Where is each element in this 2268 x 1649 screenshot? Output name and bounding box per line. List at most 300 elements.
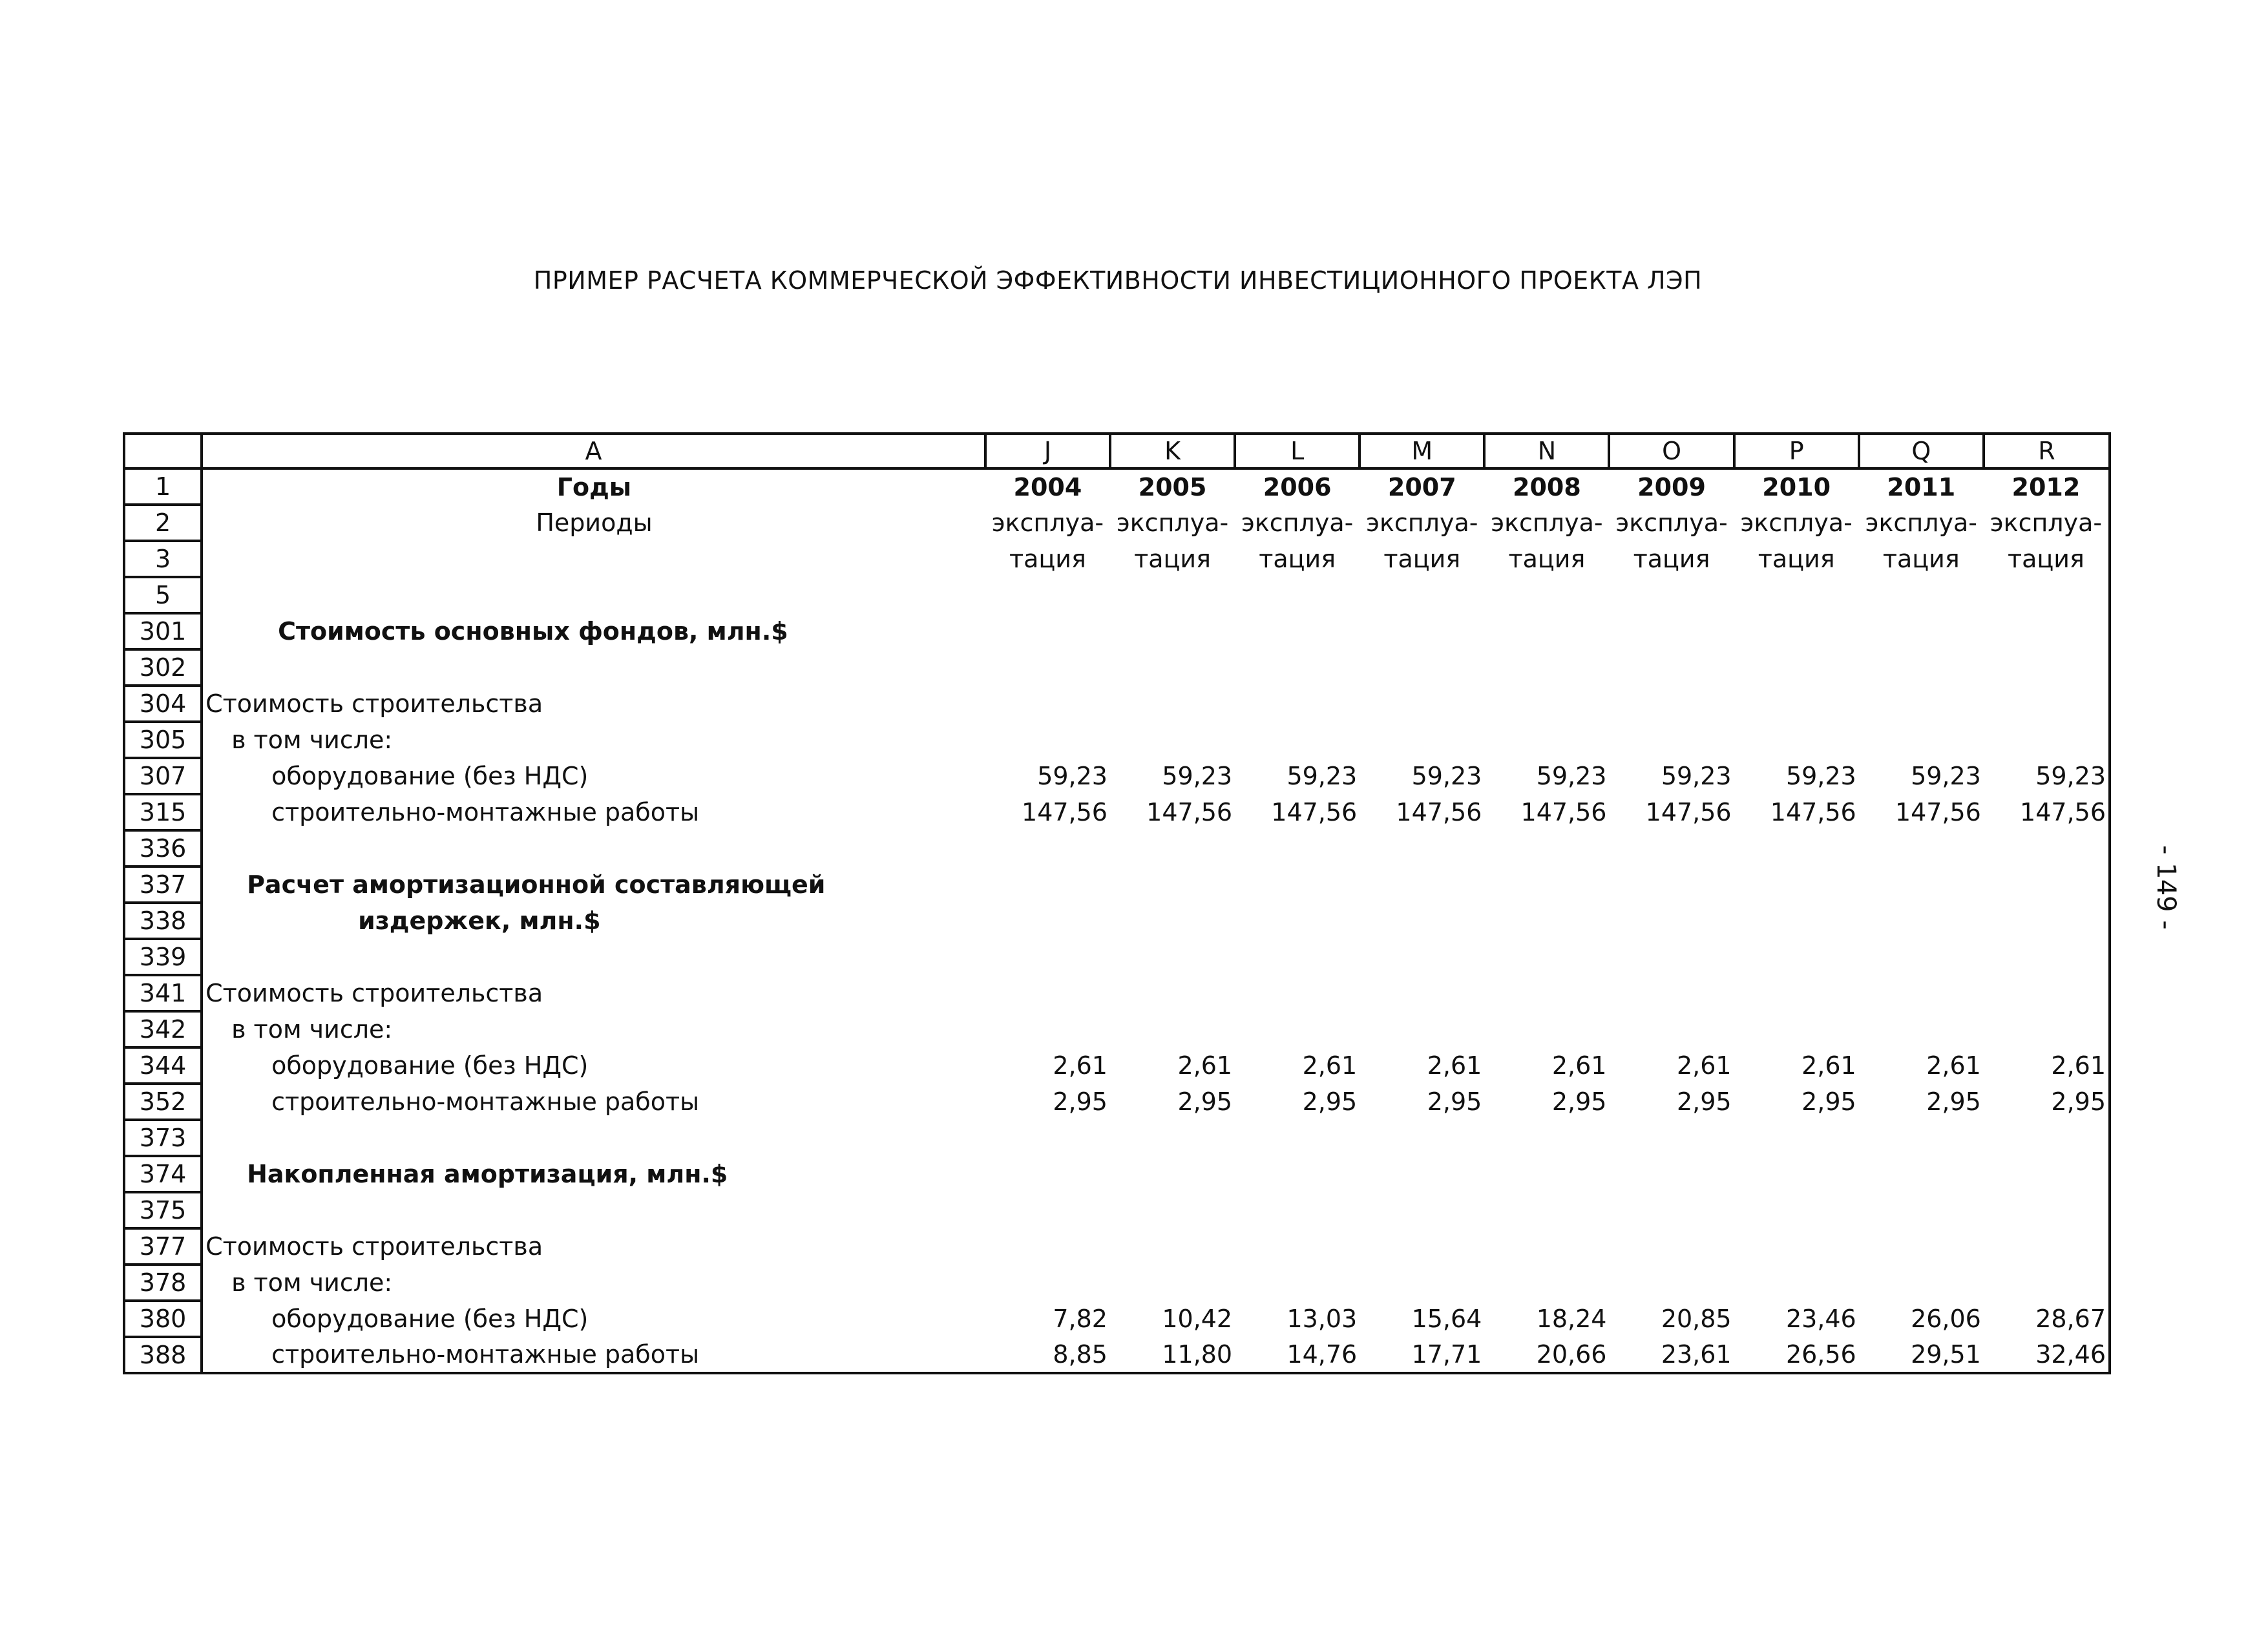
value-cell[interactable]: 2,95 <box>1302 1087 1358 1116</box>
column-header-l[interactable]: L <box>1235 434 1360 468</box>
row-label[interactable]: строительно-монтажные работы <box>202 1084 985 1120</box>
value-cell[interactable]: 2,61 <box>1177 1051 1233 1080</box>
empty-cell[interactable] <box>1484 830 1609 867</box>
empty-cell[interactable] <box>1484 1120 1609 1156</box>
value-cell[interactable]: 147,56 <box>1984 794 2110 830</box>
empty-cell[interactable] <box>1984 903 2110 939</box>
empty-cell[interactable] <box>1484 686 1609 722</box>
empty-cell[interactable] <box>1609 939 1734 975</box>
empty-cell[interactable] <box>1734 1192 1859 1228</box>
value-cell[interactable]: 147,56 <box>1146 798 1233 826</box>
empty-cell[interactable] <box>1609 903 1734 939</box>
section-heading[interactable]: издержек, млн.$ <box>202 903 985 939</box>
year-cell[interactable]: 2009 <box>1637 473 1706 501</box>
empty-cell[interactable] <box>1859 613 1984 649</box>
table-row <box>124 903 2110 939</box>
empty-cell[interactable] <box>1859 686 1984 722</box>
empty-cell[interactable] <box>1484 1011 1609 1047</box>
empty-cell[interactable] <box>202 649 985 686</box>
value-cell[interactable]: 11,80 <box>1110 1337 1235 1373</box>
section-heading[interactable]: Стоимость основных фондов, млн.$ <box>202 613 985 649</box>
value-cell[interactable]: 26,06 <box>1911 1305 1981 1333</box>
period-cell[interactable]: эксплуа- <box>1740 509 1853 537</box>
value-cell[interactable]: 2,61 <box>1677 1051 1732 1080</box>
value-cell[interactable]: 2,95 <box>1053 1087 1108 1116</box>
year-cell[interactable]: 2006 <box>1263 473 1332 501</box>
empty-cell[interactable] <box>1110 830 1235 867</box>
empty-cell[interactable] <box>202 1120 985 1156</box>
empty-cell[interactable] <box>1859 903 1984 939</box>
empty-cell[interactable] <box>985 577 1110 613</box>
empty-cell[interactable] <box>1734 830 1859 867</box>
value-cell[interactable]: 20,85 <box>1661 1305 1732 1333</box>
empty-cell[interactable] <box>1734 577 1859 613</box>
empty-cell[interactable] <box>1984 1192 2110 1228</box>
empty-cell[interactable] <box>985 939 1110 975</box>
row-number[interactable]: 304 <box>124 686 202 722</box>
empty-cell[interactable] <box>1110 649 1235 686</box>
row-number[interactable]: 2 <box>124 505 202 541</box>
period-cell[interactable]: эксплуа- <box>1615 509 1728 537</box>
empty-cell[interactable] <box>1360 1156 1484 1192</box>
corner-cell <box>124 434 202 468</box>
empty-cell[interactable] <box>1609 1120 1734 1156</box>
empty-cell[interactable] <box>1734 722 1859 758</box>
table-row <box>124 1192 2110 1228</box>
empty-cell[interactable] <box>1110 722 1235 758</box>
period-cell[interactable]: тация <box>1882 545 1960 573</box>
spreadsheet-table <box>123 432 2111 1374</box>
empty-cell[interactable] <box>1110 1192 1235 1228</box>
row-number[interactable]: 378 <box>124 1265 202 1301</box>
empty-cell[interactable] <box>1484 903 1609 939</box>
empty-cell[interactable] <box>1609 1192 1734 1228</box>
value-cell[interactable]: 147,56 <box>1895 798 1981 826</box>
empty-cell[interactable] <box>1859 1265 1984 1301</box>
empty-cell[interactable] <box>1110 975 1235 1011</box>
value-cell[interactable]: 14,76 <box>1235 1337 1360 1373</box>
table-row <box>124 1228 2110 1265</box>
empty-cell[interactable] <box>1360 1120 1484 1156</box>
period-cell[interactable]: эксплуа- <box>1865 509 1977 537</box>
value-cell[interactable]: 29,51 <box>1859 1337 1984 1373</box>
empty-cell[interactable] <box>1984 649 2110 686</box>
row-label[interactable]: строительно-монтажные работы <box>202 794 985 830</box>
empty-cell[interactable] <box>1360 975 1484 1011</box>
empty-cell[interactable] <box>1734 613 1859 649</box>
row-number[interactable]: 374 <box>124 1156 202 1192</box>
table-row <box>124 758 2110 794</box>
empty-cell[interactable] <box>1235 649 1360 686</box>
period-cell[interactable]: эксплуа- <box>1491 509 1603 537</box>
value-cell[interactable]: 2,95 <box>1926 1087 1981 1116</box>
value-cell[interactable]: 2,61 <box>1551 1051 1607 1080</box>
row-label[interactable]: в том числе: <box>202 1011 985 1047</box>
value-cell[interactable]: 17,71 <box>1360 1337 1484 1373</box>
row-label[interactable]: Стоимость строительства <box>202 975 985 1011</box>
row-label[interactable]: оборудование (без НДС) <box>202 1047 985 1084</box>
empty-cell[interactable] <box>985 613 1110 649</box>
empty-cell[interactable] <box>1110 1156 1235 1192</box>
row-number[interactable]: 388 <box>124 1337 202 1373</box>
empty-cell[interactable] <box>1360 577 1484 613</box>
period-cell[interactable]: тация <box>1383 545 1461 573</box>
empty-cell[interactable] <box>202 541 985 577</box>
value-cell[interactable]: 59,23 <box>1536 762 1607 790</box>
empty-cell[interactable] <box>1360 1192 1484 1228</box>
empty-cell[interactable] <box>1360 1011 1484 1047</box>
empty-cell[interactable] <box>1859 1228 1984 1265</box>
empty-cell[interactable] <box>1984 1265 2110 1301</box>
years-label[interactable]: Годы <box>202 468 985 505</box>
empty-cell[interactable] <box>1859 830 1984 867</box>
empty-cell[interactable] <box>1235 1265 1360 1301</box>
empty-cell[interactable] <box>1609 722 1734 758</box>
value-cell[interactable]: 59,23 <box>1785 762 1856 790</box>
empty-cell[interactable] <box>1235 939 1360 975</box>
empty-cell[interactable] <box>1484 649 1609 686</box>
empty-cell[interactable] <box>1360 686 1484 722</box>
value-cell[interactable]: 32,46 <box>1984 1337 2110 1373</box>
empty-cell[interactable] <box>1984 867 2110 903</box>
table-row <box>124 1011 2110 1047</box>
table-row <box>124 1120 2110 1156</box>
row-label[interactable]: Стоимость строительства <box>202 1228 985 1265</box>
empty-cell[interactable] <box>1235 903 1360 939</box>
value-cell[interactable]: 2,61 <box>1302 1051 1358 1080</box>
period-cell[interactable]: эксплуа- <box>1241 509 1354 537</box>
empty-cell[interactable] <box>1609 649 1734 686</box>
empty-cell[interactable] <box>1609 1156 1734 1192</box>
column-header-r[interactable]: R <box>1984 434 2110 468</box>
empty-cell[interactable] <box>1235 577 1360 613</box>
empty-cell[interactable] <box>202 577 985 613</box>
empty-cell[interactable] <box>1235 830 1360 867</box>
table-row <box>124 505 2110 541</box>
period-cell[interactable]: эксплуа- <box>1984 505 2110 541</box>
value-cell[interactable]: 23,61 <box>1609 1337 1734 1373</box>
value-cell[interactable]: 10,42 <box>1162 1305 1233 1333</box>
column-header-p[interactable]: P <box>1734 434 1859 468</box>
table-row <box>124 722 2110 758</box>
value-cell[interactable]: 59,23 <box>1911 762 1981 790</box>
empty-cell[interactable] <box>1360 722 1484 758</box>
empty-cell[interactable] <box>1859 975 1984 1011</box>
row-number[interactable]: 380 <box>124 1301 202 1337</box>
empty-cell[interactable] <box>1235 1228 1360 1265</box>
empty-cell[interactable] <box>1859 1120 1984 1156</box>
period-cell[interactable]: тация <box>1508 545 1586 573</box>
empty-cell[interactable] <box>1609 830 1734 867</box>
year-cell[interactable]: 2012 <box>1984 468 2110 505</box>
value-cell[interactable]: 147,56 <box>1271 798 1358 826</box>
empty-cell[interactable] <box>1484 577 1609 613</box>
empty-cell[interactable] <box>1484 722 1609 758</box>
empty-cell[interactable] <box>1484 1192 1609 1228</box>
row-number[interactable]: 302 <box>124 649 202 686</box>
empty-cell[interactable] <box>1360 649 1484 686</box>
value-cell[interactable]: 20,66 <box>1484 1337 1609 1373</box>
value-cell[interactable]: 13,03 <box>1286 1305 1358 1333</box>
empty-cell[interactable] <box>1110 577 1235 613</box>
row-number[interactable]: 336 <box>124 830 202 867</box>
empty-cell[interactable] <box>985 686 1110 722</box>
value-cell[interactable]: 2,95 <box>1801 1087 1856 1116</box>
row-number[interactable]: 342 <box>124 1011 202 1047</box>
value-cell[interactable]: 59,23 <box>1661 762 1732 790</box>
empty-cell[interactable] <box>1734 686 1859 722</box>
row-number[interactable]: 339 <box>124 939 202 975</box>
empty-cell[interactable] <box>985 1156 1110 1192</box>
empty-cell[interactable] <box>1984 1156 2110 1192</box>
value-cell[interactable]: 23,46 <box>1785 1305 1856 1333</box>
empty-cell[interactable] <box>1360 867 1484 903</box>
empty-cell[interactable] <box>1734 939 1859 975</box>
empty-cell[interactable] <box>1235 686 1360 722</box>
value-cell[interactable]: 147,56 <box>1770 798 1856 826</box>
empty-cell[interactable] <box>1484 975 1609 1011</box>
row-label[interactable]: строительно-монтажные работы <box>202 1337 985 1373</box>
empty-cell[interactable] <box>1235 867 1360 903</box>
empty-cell[interactable] <box>1859 722 1984 758</box>
value-cell[interactable]: 59,23 <box>1286 762 1358 790</box>
empty-cell[interactable] <box>1734 1265 1859 1301</box>
empty-cell[interactable] <box>1734 1011 1859 1047</box>
empty-cell[interactable] <box>1984 722 2110 758</box>
value-cell[interactable]: 2,95 <box>1551 1087 1607 1116</box>
row-number[interactable]: 373 <box>124 1120 202 1156</box>
value-cell[interactable]: 2,61 <box>1427 1051 1482 1080</box>
empty-cell[interactable] <box>985 830 1110 867</box>
empty-cell[interactable] <box>1984 975 2110 1011</box>
empty-cell[interactable] <box>1734 1228 1859 1265</box>
value-cell[interactable]: 15,64 <box>1411 1305 1482 1333</box>
empty-cell[interactable] <box>1609 867 1734 903</box>
row-number[interactable]: 301 <box>124 613 202 649</box>
row-number[interactable]: 341 <box>124 975 202 1011</box>
value-cell[interactable]: 59,23 <box>1411 762 1482 790</box>
empty-cell[interactable] <box>1110 867 1235 903</box>
period-cell[interactable]: тация <box>1259 545 1336 573</box>
empty-cell[interactable] <box>1484 867 1609 903</box>
row-number[interactable]: 307 <box>124 758 202 794</box>
empty-cell[interactable] <box>1235 722 1360 758</box>
empty-cell[interactable] <box>1984 830 2110 867</box>
empty-cell[interactable] <box>1734 1156 1859 1192</box>
row-number[interactable]: 338 <box>124 903 202 939</box>
row-label[interactable]: Стоимость строительства <box>202 686 985 722</box>
value-cell[interactable]: 59,23 <box>1037 762 1108 790</box>
empty-cell[interactable] <box>1110 939 1235 975</box>
row-number[interactable]: 337 <box>124 867 202 903</box>
empty-cell[interactable] <box>1609 613 1734 649</box>
value-cell[interactable]: 7,82 <box>1053 1305 1108 1333</box>
empty-cell[interactable] <box>985 1120 1110 1156</box>
section-heading[interactable]: Накопленная амортизация, млн.$ <box>202 1156 985 1192</box>
table-row <box>124 1337 2110 1373</box>
period-cell[interactable]: эксплуа- <box>991 509 1104 537</box>
empty-cell[interactable] <box>985 975 1110 1011</box>
empty-cell[interactable] <box>1110 1011 1235 1047</box>
column-header-n[interactable]: N <box>1484 434 1609 468</box>
empty-cell[interactable] <box>1984 939 2110 975</box>
empty-cell[interactable] <box>1235 1192 1360 1228</box>
row-number[interactable]: 375 <box>124 1192 202 1228</box>
row-label[interactable]: оборудование (без НДС) <box>202 758 985 794</box>
value-cell[interactable]: 2,61 <box>1984 1047 2110 1084</box>
empty-cell[interactable] <box>1110 613 1235 649</box>
empty-cell[interactable] <box>1235 1011 1360 1047</box>
value-cell[interactable]: 147,56 <box>1645 798 1732 826</box>
period-cell[interactable]: тация <box>1758 545 1835 573</box>
empty-cell[interactable] <box>985 1228 1110 1265</box>
column-header-a[interactable]: A <box>202 434 985 468</box>
empty-cell[interactable] <box>1609 1265 1734 1301</box>
empty-cell[interactable] <box>1235 1120 1360 1156</box>
empty-cell[interactable] <box>1484 1265 1609 1301</box>
empty-cell[interactable] <box>1484 939 1609 975</box>
empty-cell[interactable] <box>1734 867 1859 903</box>
value-cell[interactable]: 26,56 <box>1734 1337 1859 1373</box>
row-number[interactable]: 3 <box>124 541 202 577</box>
row-label[interactable]: в том числе: <box>202 1265 985 1301</box>
value-cell[interactable]: 147,56 <box>1396 798 1482 826</box>
value-cell[interactable]: 2,95 <box>1677 1087 1732 1116</box>
value-cell[interactable]: 2,95 <box>1984 1084 2110 1120</box>
column-header-k[interactable]: K <box>1110 434 1235 468</box>
empty-cell[interactable] <box>1609 1011 1734 1047</box>
column-header-j[interactable]: J <box>985 434 1110 468</box>
empty-cell[interactable] <box>985 649 1110 686</box>
empty-cell[interactable] <box>1984 613 2110 649</box>
row-number[interactable]: 377 <box>124 1228 202 1265</box>
empty-cell[interactable] <box>985 903 1110 939</box>
empty-cell[interactable] <box>1360 939 1484 975</box>
empty-cell[interactable] <box>1609 577 1734 613</box>
value-cell[interactable]: 147,56 <box>1022 798 1108 826</box>
period-cell[interactable]: тация <box>1984 541 2110 577</box>
empty-cell[interactable] <box>1609 686 1734 722</box>
year-cell[interactable]: 2011 <box>1887 473 1956 501</box>
table-row <box>124 1265 2110 1301</box>
empty-cell[interactable] <box>1859 649 1984 686</box>
row-label[interactable]: оборудование (без НДС) <box>202 1301 985 1337</box>
empty-cell[interactable] <box>1360 613 1484 649</box>
empty-cell[interactable] <box>1734 1120 1859 1156</box>
empty-cell[interactable] <box>1360 1265 1484 1301</box>
empty-cell[interactable] <box>1609 975 1734 1011</box>
empty-cell[interactable] <box>1984 1120 2110 1156</box>
empty-cell[interactable] <box>1484 1156 1609 1192</box>
row-number[interactable]: 344 <box>124 1047 202 1084</box>
period-cell[interactable]: эксплуа- <box>1116 509 1229 537</box>
table-row <box>124 830 2110 867</box>
column-header-q[interactable]: Q <box>1859 434 1984 468</box>
year-cell[interactable]: 2007 <box>1387 473 1456 501</box>
value-cell[interactable]: 2,95 <box>1177 1087 1233 1116</box>
empty-cell[interactable] <box>985 722 1110 758</box>
value-cell[interactable]: 18,24 <box>1536 1305 1607 1333</box>
period-cell[interactable]: эксплуа- <box>1366 509 1478 537</box>
empty-cell[interactable] <box>985 1011 1110 1047</box>
empty-cell[interactable] <box>1110 686 1235 722</box>
row-number[interactable]: 352 <box>124 1084 202 1120</box>
year-cell[interactable]: 2005 <box>1138 473 1207 501</box>
column-header-o[interactable]: O <box>1609 434 1734 468</box>
empty-cell[interactable] <box>1984 1011 2110 1047</box>
empty-cell[interactable] <box>1110 1228 1235 1265</box>
period-cell[interactable]: тация <box>1134 545 1211 573</box>
empty-cell[interactable] <box>1984 577 2110 613</box>
empty-cell[interactable] <box>985 1192 1110 1228</box>
empty-cell[interactable] <box>1235 975 1360 1011</box>
value-cell[interactable]: 8,85 <box>985 1337 1110 1373</box>
value-cell[interactable]: 2,61 <box>1053 1051 1108 1080</box>
value-cell[interactable]: 147,56 <box>1520 798 1607 826</box>
empty-cell[interactable] <box>1484 613 1609 649</box>
year-cell[interactable]: 2010 <box>1762 473 1831 501</box>
empty-cell[interactable] <box>1734 903 1859 939</box>
empty-cell[interactable] <box>1734 975 1859 1011</box>
row-number[interactable]: 305 <box>124 722 202 758</box>
empty-cell[interactable] <box>202 1192 985 1228</box>
section-heading[interactable]: Расчет амортизационной составляющей <box>202 867 985 903</box>
empty-cell[interactable] <box>1984 686 2110 722</box>
periods-label[interactable]: Периоды <box>202 505 985 541</box>
row-number[interactable]: 5 <box>124 577 202 613</box>
period-cell[interactable]: тация <box>1009 545 1086 573</box>
empty-cell[interactable] <box>1859 577 1984 613</box>
value-cell[interactable]: 2,61 <box>1801 1051 1856 1080</box>
empty-cell[interactable] <box>1859 867 1984 903</box>
empty-cell[interactable] <box>1859 1156 1984 1192</box>
empty-cell[interactable] <box>1360 903 1484 939</box>
column-header-m[interactable]: M <box>1360 434 1484 468</box>
empty-cell[interactable] <box>1110 1265 1235 1301</box>
value-cell[interactable]: 28,67 <box>1984 1301 2110 1337</box>
value-cell[interactable]: 59,23 <box>1984 758 2110 794</box>
year-cell[interactable]: 2004 <box>1013 473 1082 501</box>
value-cell[interactable]: 59,23 <box>1162 762 1233 790</box>
empty-cell[interactable] <box>202 830 985 867</box>
empty-cell[interactable] <box>202 939 985 975</box>
empty-cell[interactable] <box>1859 939 1984 975</box>
empty-cell[interactable] <box>985 867 1110 903</box>
value-cell[interactable]: 2,95 <box>1427 1087 1482 1116</box>
empty-cell[interactable] <box>1984 1228 2110 1265</box>
empty-cell[interactable] <box>1484 1228 1609 1265</box>
empty-cell[interactable] <box>1235 1156 1360 1192</box>
row-number[interactable]: 1 <box>124 468 202 505</box>
empty-cell[interactable] <box>985 1265 1110 1301</box>
empty-cell[interactable] <box>1110 903 1235 939</box>
year-cell[interactable]: 2008 <box>1513 473 1581 501</box>
empty-cell[interactable] <box>1859 1192 1984 1228</box>
empty-cell[interactable] <box>1859 1011 1984 1047</box>
row-number[interactable]: 315 <box>124 794 202 830</box>
empty-cell[interactable] <box>1235 613 1360 649</box>
table-row <box>124 1301 2110 1337</box>
table-row <box>124 975 2110 1011</box>
empty-cell[interactable] <box>1110 1120 1235 1156</box>
empty-cell[interactable] <box>1360 830 1484 867</box>
period-cell[interactable]: тация <box>1633 545 1710 573</box>
empty-cell[interactable] <box>1734 649 1859 686</box>
empty-cell[interactable] <box>1609 1228 1734 1265</box>
value-cell[interactable]: 2,61 <box>1926 1051 1981 1080</box>
empty-cell[interactable] <box>1360 1228 1484 1265</box>
row-label[interactable]: в том числе: <box>202 722 985 758</box>
